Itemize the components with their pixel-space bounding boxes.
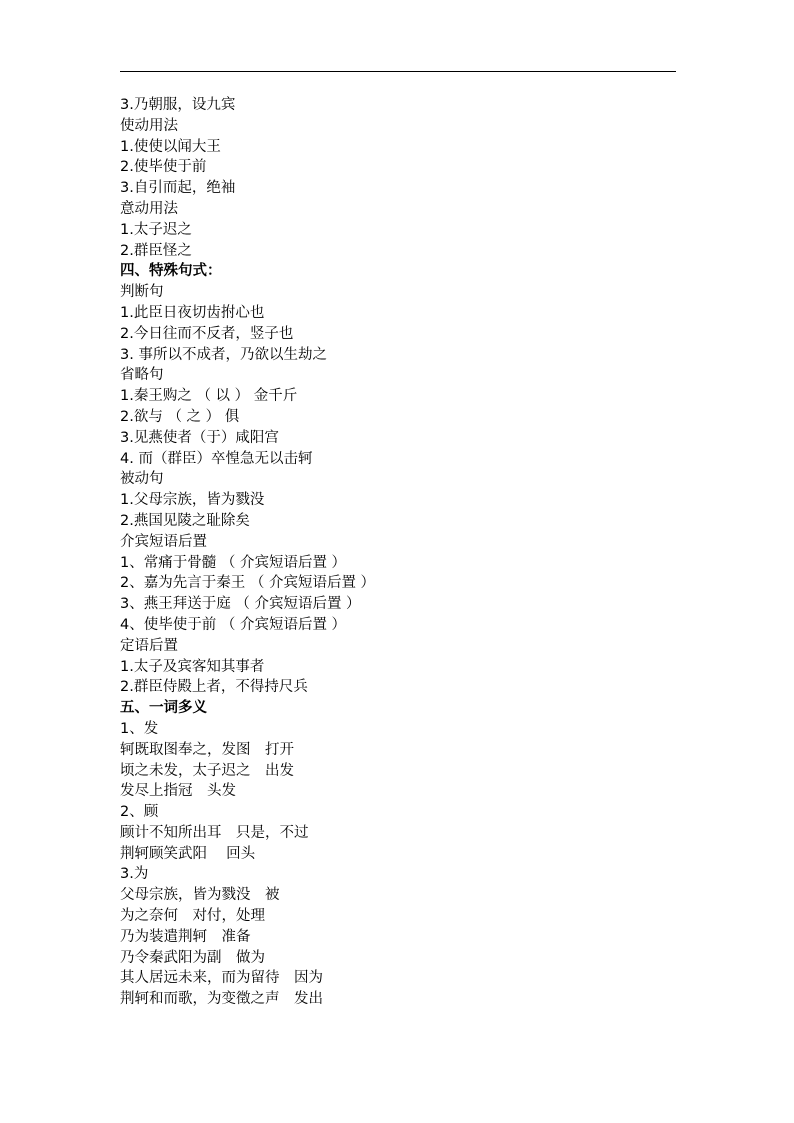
text-line: 乃为装遣荆轲 准备 [120,928,251,945]
section-subheading: 1、发 [120,720,159,737]
text-line: 4. 而（群臣）卒惶急无以击轲 [120,450,313,467]
text-line: 2.欲与 （ 之 ） 俱 [120,408,240,425]
text-line: 2.今日往而不反者，竖子也 [120,325,294,342]
text-line: 荆轲顾笑武阳 回头 [120,845,256,862]
section-subheading: 3.为 [120,866,149,883]
text-line: 2.群臣怪之 [120,242,192,259]
text-line: 其人居远未来，而为留待 因为 [120,970,323,987]
text-line: 乃令秦武阳为副 做为 [120,949,265,966]
section-subheading: 省略句 [120,367,164,384]
section-subheading: 判断句 [120,284,164,301]
text-line: 3.乃朝服，设九宾 [120,97,236,113]
text-line: 3、燕王拜送于庭 （ 介宾短语后置 ） [120,596,361,613]
section-subheading: 被动句 [120,471,164,488]
section-subheading: 2、顾 [120,804,159,821]
text-line: 轲既取图奉之，发图 打开 [120,741,294,758]
text-line: 顾计不知所出耳 只是，不过 [120,824,309,841]
section-subheading: 介宾短语后置 [120,533,207,550]
section-heading: 四、特殊句式： [120,263,222,280]
text-line: 4、使毕使于前 （ 介宾短语后置 ） [120,616,347,633]
text-line: 1.此臣日夜切齿拊心也 [120,304,265,321]
text-line: 2.使毕使于前 [120,159,207,176]
section-subheading: 意动用法 [120,200,178,217]
text-line: 为之奈何 对付，处理 [120,908,265,925]
text-line: 1、常痛于骨髓 （ 介宾短语后置 ） [120,554,347,571]
text-line: 3.自引而起，绝袖 [120,180,236,197]
text-line: 顷之未发，太子迟之 出发 [120,762,294,779]
text-line: 1.父母宗族，皆为戮没 [120,492,265,509]
text-line: 父母宗族，皆为戮没 被 [120,887,280,904]
text-line: 1.使使以闻大王 [120,138,221,155]
text-line: 1.太子及宾客知其事者 [120,658,265,675]
text-line: 3.见燕使者（于）咸阳宫 [120,429,279,446]
section-heading: 五、一词多义 [120,700,207,717]
section-subheading: 定语后置 [120,637,178,654]
text-line: 荆轲和而歌，为变徵之声 发出 [120,991,323,1008]
section-subheading: 使动用法 [120,117,178,134]
document-body [120,95,720,1010]
text-line: 1.秦王购之 （ 以 ） 金千斤 [120,388,298,405]
text-line: 2、嘉为先言于秦王 （ 介宾短语后置 ） [120,575,376,592]
header-rule [120,71,676,72]
text-line: 3. 事所以不成者，乃欲以生劫之 [120,346,327,363]
text-line: 2.燕国见陵之耻除矣 [120,512,250,529]
text-line: 2.群臣侍殿上者，不得持尺兵 [120,679,308,696]
text-line: 1.太子迟之 [120,221,192,238]
text-line: 发尽上指冠 头发 [120,783,236,800]
